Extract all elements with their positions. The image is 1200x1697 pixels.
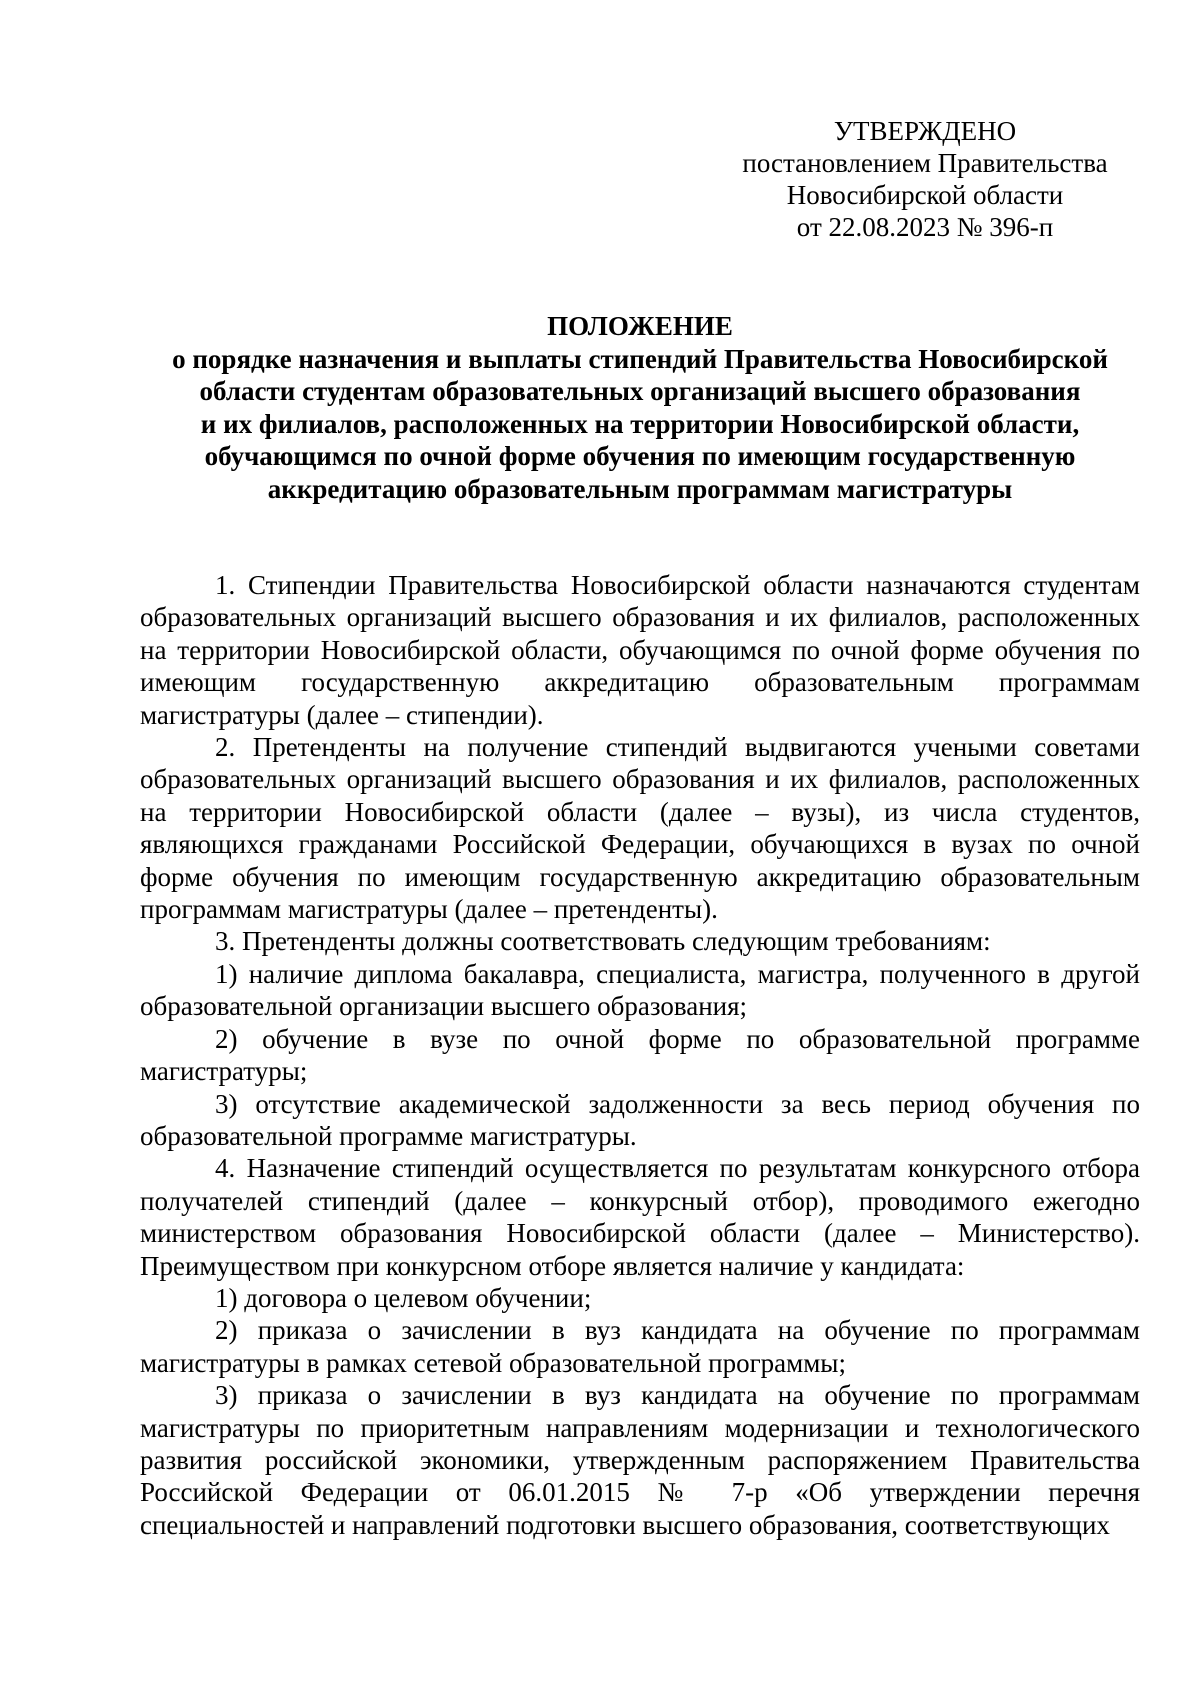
title-line: области студентам образовательных организаций высшего образования [199, 376, 1081, 406]
paragraph: 4. Назначение стипендий осуществляется по результатам конкурсного отбора получателей стипендий (далее – конкурсный отбор), проводимого ежегодно министерством образования Новосибирской области (далее – Министерство). Преимуществом при конкурсном отборе является наличие у кандидата: [140, 1153, 1140, 1281]
approval-date-number: от 22.08.2023 № 396-п [796, 212, 1054, 242]
title-line: обучающимся по очной форме обучения по имеющим государственную [204, 441, 1076, 471]
approval-stamp-block [735, 115, 1115, 243]
paragraph: 1) наличие диплома бакалавра, специалиста, магистра, полученного в другой образовательной организации высшего образования; [140, 958, 1140, 1022]
title-heading: ПОЛОЖЕНИЕ [547, 311, 733, 341]
paragraph: 1. Стипендии Правительства Новосибирской области назначаются студентам образовательных организаций высшего образования и их филиалов, расположенных на территории Новосибирской области, обучающимся по очной форме обучения по имеющим государственную аккредитацию образовательным программам магистратуры (далее – стипендии). [140, 570, 1140, 730]
title-line: и их филиалов, расположенных на территории Новосибирской области, [200, 408, 1080, 439]
approval-line: Новосибирской области [786, 180, 1064, 210]
paragraph: 3) приказа о зачислении в вуз кандидата на обучение по программам магистратуры по приоритетным направлениям модернизации и технологического развития российской экономики, утвержденным распоряжением Правительства Российской Федерации от 06.01.2015 № 7-р «Об утверждении перечня специальностей и направлений подготовки высшего образования, соответствующих [140, 1380, 1140, 1540]
title-line: о порядке назначения и выплаты стипендий Правительства Новосибирской [172, 343, 1108, 374]
paragraph: 2) приказа о зачислении в вуз кандидата на обучение по программам магистратуры в рамках сетевой образовательной программы; [140, 1315, 1140, 1378]
paragraph: 2. Претенденты на получение стипендий выдвигаются учеными советами образовательных организаций высшего образования и их филиалов, расположенных на территории Новосибирской области (далее – вузы), из числа студентов, являющихся гражданами Российской Федерации, обучающихся в вузах по очной форме обучения по имеющим государственную аккредитацию образовательным программам магистратуры (далее – претенденты). [140, 732, 1140, 925]
document-title [140, 310, 1140, 505]
paragraph: 3) отсутствие академической задолженности за весь период обучения по образовательной программе магистратуры. [140, 1088, 1140, 1151]
document-body [140, 569, 1140, 1541]
paragraph: 3. Претенденты должны соответствовать следующим требованиям: [215, 926, 991, 957]
paragraph: 2) обучение в вузе по очной форме по образовательной программе магистратуры; [140, 1023, 1140, 1087]
approval-line: постановлением Правительства [742, 148, 1108, 178]
approval-heading: УТВЕРЖДЕНО [833, 116, 1017, 146]
paragraph: 1) договора о целевом обучении; [215, 1282, 592, 1313]
title-line: аккредитацию образовательным программам магистратуры [267, 473, 1013, 504]
